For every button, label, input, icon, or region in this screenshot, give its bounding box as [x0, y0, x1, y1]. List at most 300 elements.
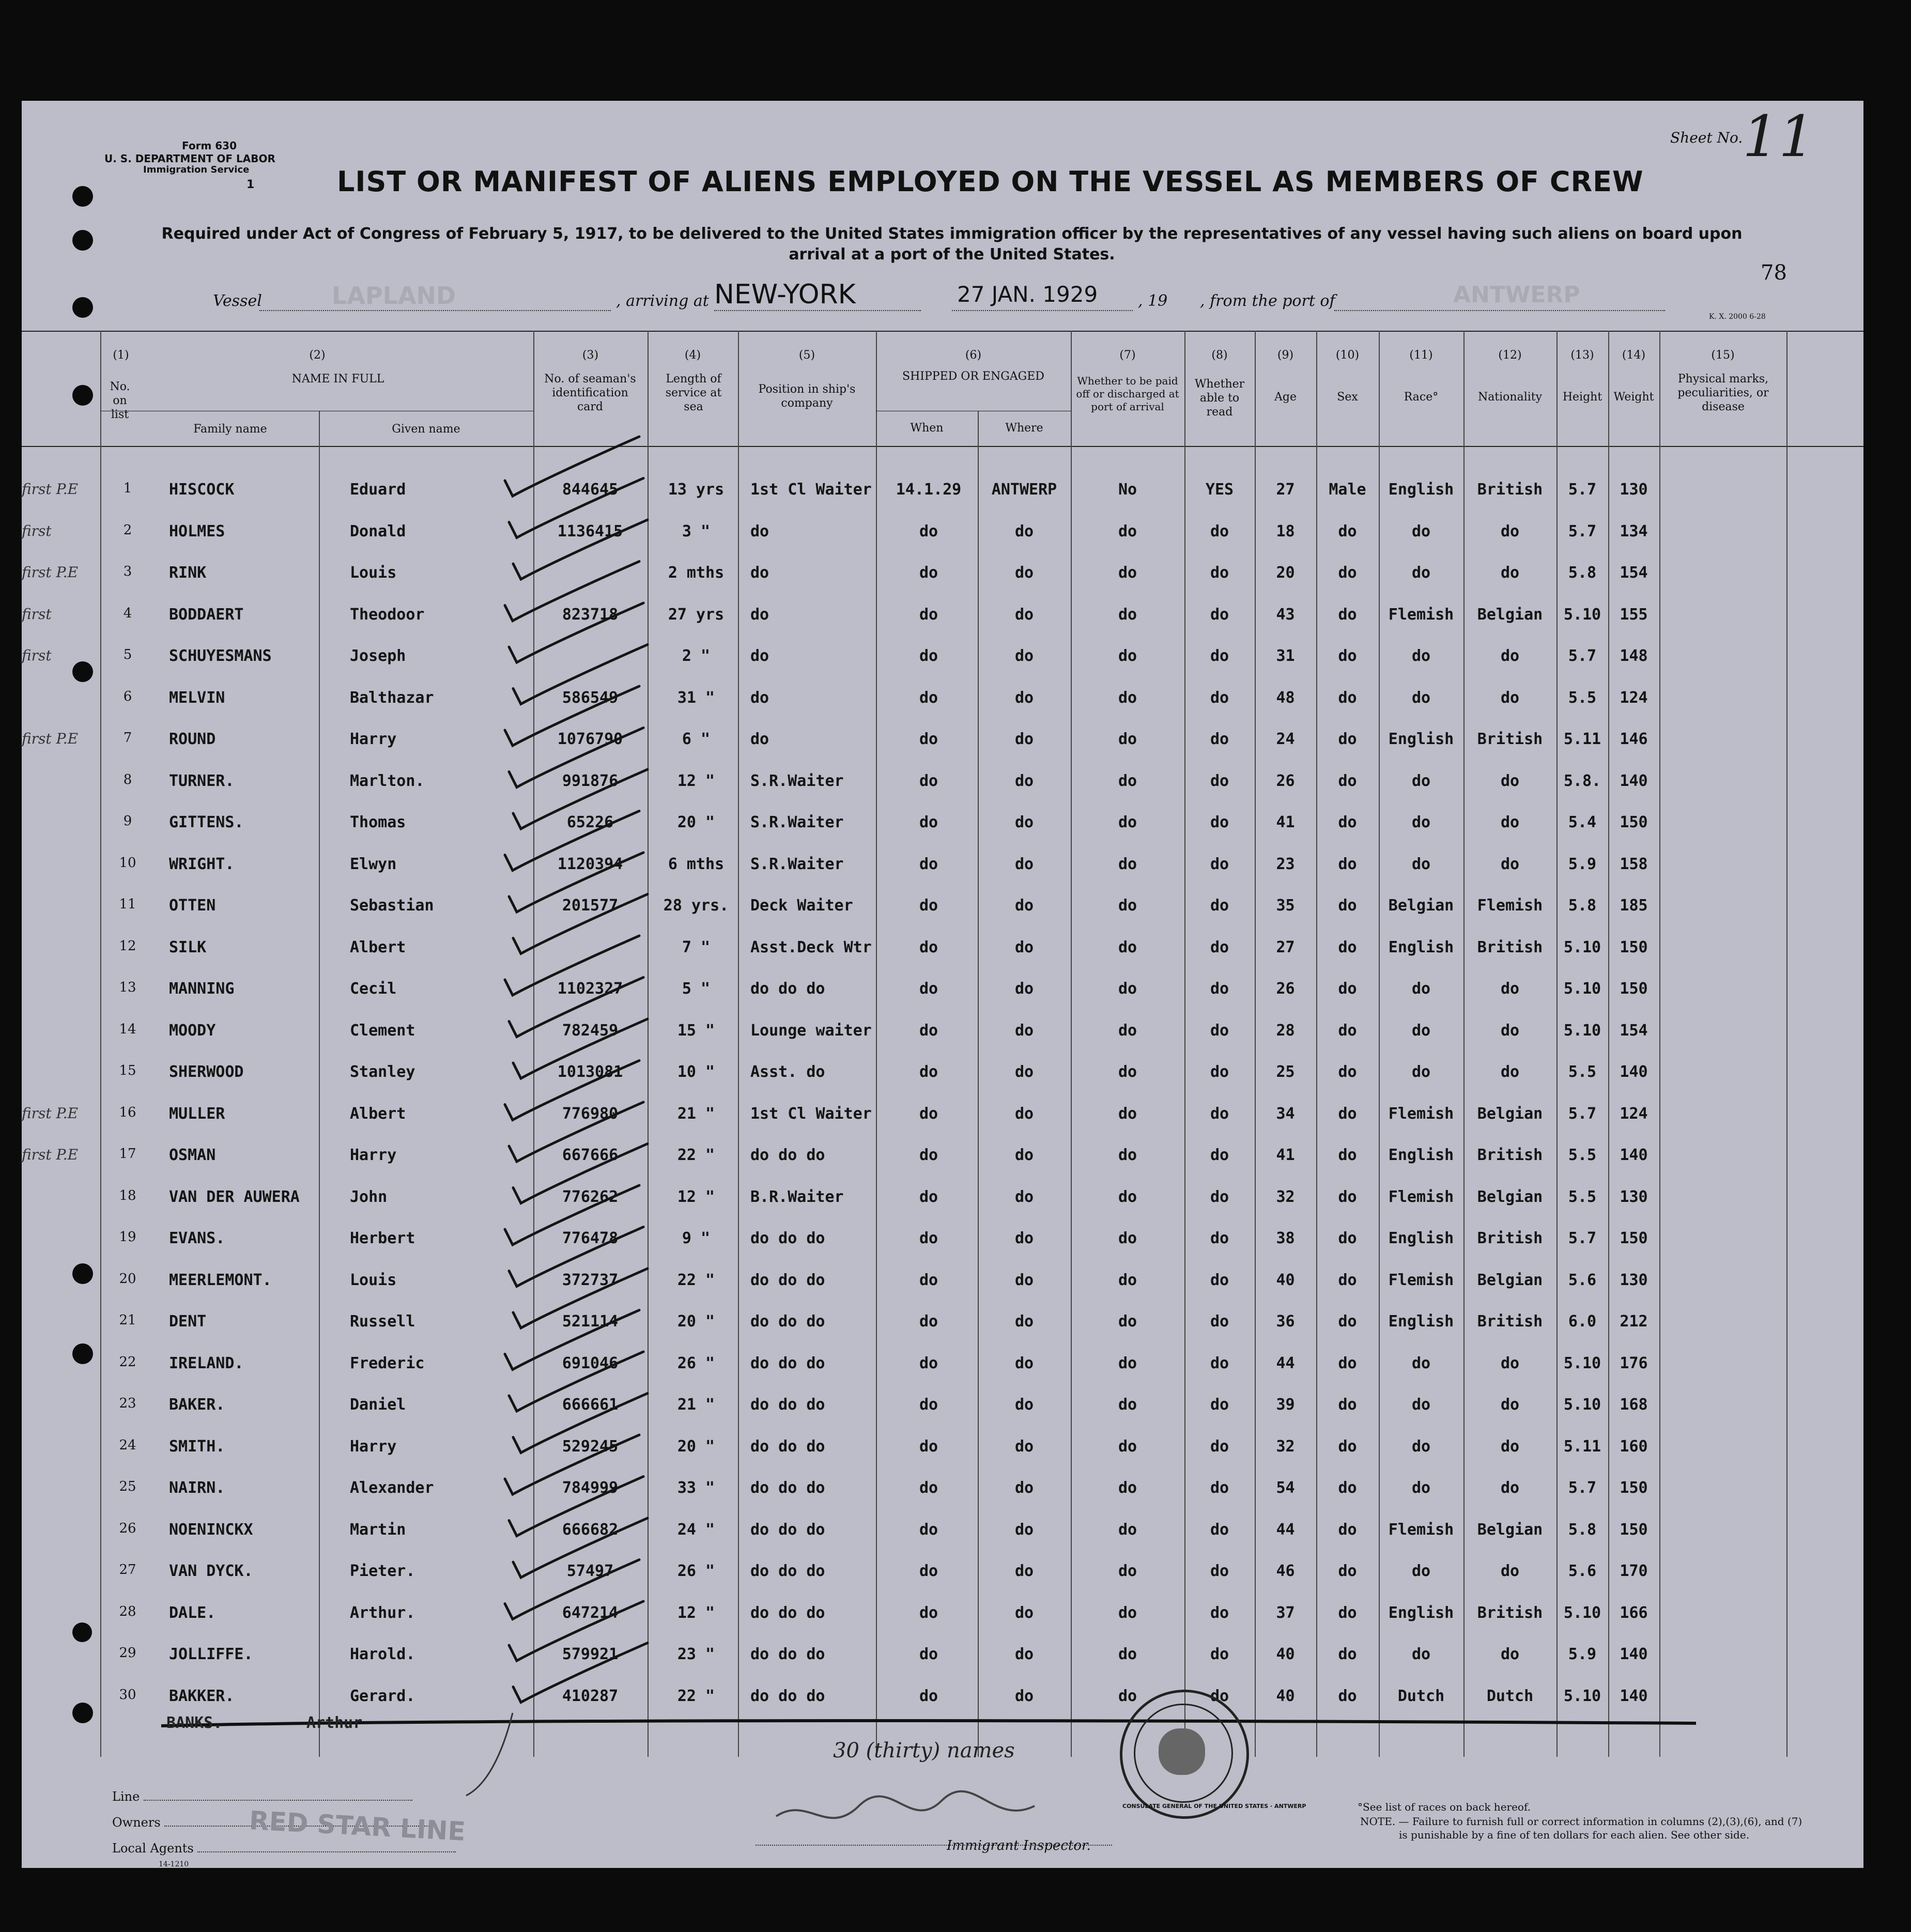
- cell-no: 16: [119, 1104, 136, 1120]
- binder-hole: [72, 297, 93, 318]
- cell-no: 19: [119, 1229, 136, 1245]
- cell-age: 32: [1276, 1437, 1295, 1456]
- cell-sex: do: [1338, 1146, 1357, 1164]
- cell-where: do: [1014, 1603, 1034, 1622]
- cell-length: 28 yrs.: [663, 897, 729, 915]
- cell-weight: 160: [1620, 1437, 1648, 1456]
- cell-nat: Belgian: [1477, 1520, 1543, 1539]
- cell-paid: do: [1118, 647, 1137, 665]
- cell-height: 5.7: [1568, 1229, 1597, 1247]
- cell-sex: do: [1338, 1645, 1357, 1663]
- cell-length: 12 ": [677, 1603, 715, 1622]
- cell-race: English: [1388, 1603, 1454, 1622]
- cell-sex: do: [1338, 1396, 1357, 1414]
- cell-age: 28: [1276, 1021, 1295, 1040]
- cell-weight: 150: [1620, 1229, 1648, 1247]
- cell-position: do do do: [750, 1146, 825, 1164]
- binder-hole: [72, 1622, 92, 1642]
- cell-no: 13: [119, 980, 136, 995]
- cell-read: do: [1210, 730, 1229, 748]
- table-row: [22, 840, 1863, 881]
- table-row: [22, 631, 1863, 673]
- cell-race: Flemish: [1388, 1104, 1454, 1123]
- cell-given: Cecil: [350, 980, 397, 998]
- cell-card: 666661: [562, 1396, 619, 1414]
- cell-height: 5.10: [1563, 1396, 1601, 1414]
- cell-position: do: [750, 688, 769, 707]
- cell-no: 20: [119, 1271, 136, 1287]
- cell-when: do: [919, 564, 938, 582]
- cell-no: 15: [119, 1063, 136, 1078]
- col-marks: Physical marks, peculiarities, or disease: [1677, 373, 1769, 413]
- print-code: K. X. 2000 6-28: [1709, 313, 1766, 321]
- cell-read: do: [1210, 647, 1229, 665]
- cell-height: 5.6: [1568, 1562, 1597, 1580]
- cell-paid: do: [1118, 855, 1137, 873]
- cell-weight: 134: [1620, 522, 1648, 540]
- cell-nat: British: [1477, 1312, 1543, 1331]
- cell-paid: do: [1118, 1437, 1137, 1456]
- cell-weight: 154: [1620, 564, 1648, 582]
- cell-when: do: [919, 1479, 938, 1497]
- cell-height: 5.10: [1563, 1021, 1601, 1040]
- margin-note: first P.E: [22, 564, 79, 581]
- cell-height: 5.11: [1563, 1437, 1601, 1456]
- cell-race: do: [1411, 647, 1431, 665]
- cell-age: 39: [1276, 1396, 1295, 1414]
- department: U. S. DEPARTMENT OF LABOR: [104, 152, 275, 165]
- cell-read: do: [1210, 980, 1229, 998]
- cell-given: Herbert: [350, 1229, 415, 1247]
- departure-port: ANTWERP: [1453, 282, 1580, 308]
- cell-length: 12 ": [677, 771, 715, 790]
- cell-nat: do: [1500, 980, 1520, 998]
- arrival-date: 27 JAN. 1929: [957, 282, 1098, 307]
- table-row: [22, 1380, 1863, 1421]
- cell-given: Daniel: [350, 1396, 406, 1414]
- cell-weight: 150: [1620, 813, 1648, 831]
- cell-where: do: [1014, 1146, 1034, 1164]
- cell-paid: do: [1118, 564, 1137, 582]
- cell-no: 12: [119, 938, 136, 954]
- margin-note: first P.E: [22, 481, 79, 498]
- cell-height: 5.10: [1563, 980, 1601, 998]
- cell-card: 823718: [562, 605, 619, 624]
- cell-family: VAN DER AUWERA: [169, 1187, 300, 1206]
- cell-when: 14.1.29: [896, 481, 962, 499]
- cell-position: do do do: [750, 1271, 825, 1289]
- cell-sex: do: [1338, 730, 1357, 748]
- cell-where: do: [1014, 564, 1034, 582]
- cell-nat: British: [1477, 1603, 1543, 1622]
- cell-nat: do: [1500, 813, 1520, 831]
- cell-age: 48: [1276, 688, 1295, 707]
- cell-sex: do: [1338, 938, 1357, 956]
- cell-card: 529245: [562, 1437, 619, 1456]
- cell-weight: 124: [1620, 1104, 1648, 1123]
- cell-race: do: [1411, 813, 1431, 831]
- cell-nat: do: [1500, 1645, 1520, 1663]
- cell-family: BAKER.: [169, 1396, 225, 1414]
- cell-card: 782459: [562, 1021, 619, 1040]
- cell-where: do: [1014, 1479, 1034, 1497]
- col-position: Position in ship's company: [758, 383, 856, 410]
- page-number-78: 78: [1761, 261, 1787, 285]
- cell-weight: 166: [1620, 1603, 1648, 1622]
- cell-family: MEERLEMONT.: [169, 1271, 272, 1289]
- cell-when: do: [919, 1312, 938, 1331]
- cell-race: do: [1411, 522, 1431, 540]
- page-title: LIST OR MANIFEST OF ALIENS EMPLOYED ON THE VESSEL AS MEMBERS OF CREW: [337, 165, 1644, 198]
- cell-when: do: [919, 522, 938, 540]
- cell-length: 22 ": [677, 1271, 715, 1289]
- cell-weight: 150: [1620, 980, 1648, 998]
- col-read: Whether able to read: [1194, 378, 1245, 419]
- cell-card: 65226: [566, 813, 614, 831]
- vessel-label: Vessel: [213, 292, 262, 310]
- cell-read: YES: [1205, 481, 1234, 499]
- cell-position: do do do: [750, 1312, 825, 1331]
- cell-card: 776478: [562, 1229, 619, 1247]
- subtitle-line-2: arrival at a port of the United States.: [789, 245, 1115, 264]
- table-row: [22, 465, 1863, 506]
- cell-given: Arthur.: [350, 1603, 415, 1622]
- cell-paid: do: [1118, 1479, 1137, 1497]
- col-race: Race°: [1404, 391, 1439, 404]
- cell-given: Donald: [350, 522, 406, 540]
- cell-weight: 158: [1620, 855, 1648, 873]
- cell-nat: Flemish: [1477, 897, 1543, 915]
- cell-length: 22 ": [677, 1687, 715, 1705]
- cell-read: do: [1210, 522, 1229, 540]
- cell-weight: 170: [1620, 1562, 1648, 1580]
- cell-age: 46: [1276, 1562, 1295, 1580]
- cell-card: 57497: [566, 1562, 614, 1580]
- cell-height: 5.10: [1563, 605, 1601, 624]
- cell-family: NOENINCKX: [169, 1520, 253, 1539]
- cell-weight: 150: [1620, 1520, 1648, 1539]
- cell-position: do do do: [750, 1437, 825, 1456]
- cell-family: NAIRN.: [169, 1479, 225, 1497]
- cell-where: do: [1014, 688, 1034, 707]
- cell-read: do: [1210, 1312, 1229, 1331]
- cell-race: English: [1388, 481, 1454, 499]
- col-when: When: [910, 422, 944, 435]
- cell-given: Theodoor: [350, 605, 425, 624]
- vessel-name: LAPLAND: [332, 282, 456, 310]
- cell-read: do: [1210, 771, 1229, 790]
- cell-where: do: [1014, 1687, 1034, 1705]
- cell-sex: Male: [1329, 481, 1366, 499]
- cell-height: 5.8: [1568, 1520, 1597, 1539]
- cell-paid: do: [1118, 1229, 1137, 1247]
- cell-where: do: [1014, 647, 1034, 665]
- table-row: [22, 1422, 1863, 1463]
- cell-height: 5.6: [1568, 1271, 1597, 1289]
- cell-given: Balthazar: [350, 688, 434, 707]
- cell-weight: 140: [1620, 771, 1648, 790]
- cell-height: 5.5: [1568, 1146, 1597, 1164]
- cell-no: 11: [119, 897, 136, 912]
- cell-race: Flemish: [1388, 1187, 1454, 1206]
- col-age: Age: [1274, 391, 1297, 404]
- cell-read: do: [1210, 564, 1229, 582]
- cell-length: 7 ": [682, 938, 711, 956]
- table-row: [22, 1256, 1863, 1297]
- cell-read: do: [1210, 1104, 1229, 1123]
- cell-no: 25: [119, 1479, 136, 1494]
- table-row: [22, 798, 1863, 839]
- cell-paid: do: [1118, 897, 1137, 915]
- cell-height: 5.5: [1568, 688, 1597, 707]
- cell-paid: do: [1118, 688, 1137, 707]
- cell-nat: Belgian: [1477, 605, 1543, 624]
- binder-hole: [72, 1343, 93, 1364]
- col-nationality: Nationality: [1477, 391, 1543, 404]
- cell-family: MANNING: [169, 980, 235, 998]
- cell-family: SMITH.: [169, 1437, 225, 1456]
- note-races: °See list of races on back hereof.: [1358, 1801, 1531, 1813]
- cell-card: 691046: [562, 1354, 619, 1372]
- cell-position: do do do: [750, 1354, 825, 1372]
- cell-age: 40: [1276, 1271, 1295, 1289]
- cell-when: do: [919, 1354, 938, 1372]
- cell-length: 23 ": [677, 1645, 715, 1663]
- table-row: [22, 1006, 1863, 1047]
- cell-family: JOLLIFFE.: [169, 1645, 253, 1663]
- cell-paid: do: [1118, 1312, 1137, 1331]
- cell-where: do: [1014, 1437, 1034, 1456]
- cell-race: Dutch: [1397, 1687, 1445, 1705]
- cell-nat: Belgian: [1477, 1271, 1543, 1289]
- cell-race: do: [1411, 1396, 1431, 1414]
- cell-length: 15 ": [677, 1021, 715, 1040]
- cell-length: 6 ": [682, 730, 711, 748]
- cell-where: do: [1014, 1562, 1034, 1580]
- cell-when: do: [919, 1645, 938, 1663]
- cell-age: 41: [1276, 1146, 1295, 1164]
- cell-position: do do do: [750, 1562, 825, 1580]
- cell-where: do: [1014, 1396, 1034, 1414]
- cell-paid: do: [1118, 1146, 1137, 1164]
- cell-position: do do do: [750, 1396, 825, 1414]
- cell-length: 26 ": [677, 1562, 715, 1580]
- cell-sex: do: [1338, 564, 1357, 582]
- cell-length: 3 ": [682, 522, 711, 540]
- col-no: No. on list: [110, 380, 130, 421]
- cell-race: English: [1388, 1312, 1454, 1331]
- cell-paid: do: [1118, 1104, 1137, 1123]
- cell-weight: 176: [1620, 1354, 1648, 1372]
- margin-note: first P.E: [22, 1104, 79, 1122]
- cell-when: do: [919, 1396, 938, 1414]
- cell-length: 20 ": [677, 1437, 715, 1456]
- binder-hole: [72, 1263, 93, 1284]
- cell-race: Flemish: [1388, 605, 1454, 624]
- cell-no: 3: [123, 564, 132, 579]
- cell-paid: do: [1118, 1021, 1137, 1040]
- table-row: [22, 964, 1863, 1006]
- cell-when: do: [919, 1104, 938, 1123]
- cell-paid: No: [1118, 481, 1137, 499]
- col-family: Family name: [193, 423, 267, 436]
- table-row: [22, 715, 1863, 756]
- cell-where: do: [1014, 1021, 1034, 1040]
- cell-race: do: [1411, 688, 1431, 707]
- col-height: Height: [1562, 391, 1602, 404]
- cell-read: do: [1210, 1437, 1229, 1456]
- cell-weight: 140: [1620, 1063, 1648, 1081]
- cell-sex: do: [1338, 522, 1357, 540]
- cell-when: do: [919, 1146, 938, 1164]
- cell-when: do: [919, 1063, 938, 1081]
- cell-nat: Belgian: [1477, 1187, 1543, 1206]
- cell-age: 27: [1276, 938, 1295, 956]
- cell-no: 26: [119, 1520, 136, 1536]
- cell-age: 26: [1276, 980, 1295, 998]
- cell-position: do do do: [750, 1520, 825, 1539]
- cell-given: Clement: [350, 1021, 415, 1040]
- cell-when: do: [919, 605, 938, 624]
- table-row: [22, 548, 1863, 590]
- cell-card: 776262: [562, 1187, 619, 1206]
- cell-no: 28: [119, 1603, 136, 1619]
- cell-no: 21: [119, 1312, 136, 1328]
- cell-age: 31: [1276, 647, 1295, 665]
- cell-length: 20 ": [677, 813, 715, 831]
- cell-length: 2 mths: [668, 564, 725, 582]
- col-given: Given name: [392, 423, 460, 436]
- cell-age: 44: [1276, 1354, 1295, 1372]
- cell-race: do: [1411, 855, 1431, 873]
- cell-sex: do: [1338, 1437, 1357, 1456]
- cell-paid: do: [1118, 1187, 1137, 1206]
- cell-paid: do: [1118, 1396, 1137, 1414]
- cell-nat: do: [1500, 1437, 1520, 1456]
- cell-when: do: [919, 813, 938, 831]
- margin-note: first: [22, 647, 52, 664]
- binder-hole: [72, 385, 93, 406]
- cell-age: 44: [1276, 1520, 1295, 1539]
- cell-card: 1076790: [557, 730, 623, 748]
- cell-position: S.R.Waiter: [750, 813, 844, 831]
- cell-position: S.R.Waiter: [750, 771, 844, 790]
- cell-sex: do: [1338, 688, 1357, 707]
- cell-weight: 140: [1620, 1687, 1648, 1705]
- cell-where: ANTWERP: [991, 481, 1057, 499]
- cell-when: do: [919, 1520, 938, 1539]
- col-card: No. of seaman's identification card: [544, 373, 636, 413]
- cell-paid: do: [1118, 1562, 1137, 1580]
- cell-age: 24: [1276, 730, 1295, 748]
- cell-height: 5.10: [1563, 1354, 1601, 1372]
- cell-family: OSMAN: [169, 1146, 216, 1164]
- cell-where: do: [1014, 1520, 1034, 1539]
- cell-position: do do do: [750, 1645, 825, 1663]
- cell-length: 20 ": [677, 1312, 715, 1331]
- margin-note: first: [22, 605, 52, 623]
- cell-read: do: [1210, 1603, 1229, 1622]
- cell-length: 22 ": [677, 1146, 715, 1164]
- cell-read: do: [1210, 1187, 1229, 1206]
- cell-family: SHERWOOD: [169, 1063, 244, 1081]
- cell-weight: 130: [1620, 1271, 1648, 1289]
- cell-race: Flemish: [1388, 1271, 1454, 1289]
- cell-length: 24 ": [677, 1520, 715, 1539]
- cell-race: do: [1411, 1063, 1431, 1081]
- table-row: [22, 1297, 1863, 1338]
- cell-when: do: [919, 1187, 938, 1206]
- table-row: [22, 756, 1863, 798]
- cell-no: 1: [123, 481, 132, 496]
- cell-where: do: [1014, 1271, 1034, 1289]
- cell-age: 34: [1276, 1104, 1295, 1123]
- cell-race: do: [1411, 771, 1431, 790]
- cell-no: 8: [123, 771, 132, 787]
- arriving-line: [714, 310, 921, 311]
- table-row: [22, 507, 1863, 548]
- manifest-sheet: Form 630 U. S. DEPARTMENT OF LABOR Immigration Service 1 Sheet No. 11 LIST OR MANIFEST OF ALIENS EMPLOYED ON THE VESSEL AS MEMBERS OF CREW Required under Act of Congress of February 5, 1917, to be delivered to the United States immigration officer by the representatives of any vessel having such aliens on board upon arrival at a port of the United States. 78 Vessel LAPLAND , arriving at NEW-YORK 27 JAN. 1929 , 19 , from the port of ANTWERP K. X. 2000 6-28 (1) (2) (3) (4) (5) (6) (7) (8) (9) (10) (11) (12) (13) (14) (15) No. on list NAME IN FULL Family name Given name No. of seaman's identification card Length of service at sea Position in ship's company SHIPPED OR ENGAGED When Where Whether to be paid off or discharged at port of arrival Whether able to read Age Sex Race° Nationality Height Weight Physical marks, peculiarities, or disease first P.E 1 HISCOCK Eduard 844645 13 yrs 1st Cl Waiter 14.1.29 ANTWERP No YES 27 Male English British 5.7 130 first 2 HOLMES Donald 1136415 3 " do do do do do 18 do do do 5.7 134 first P.E 3 RINK Louis 2 mths do do do do do 20 do do do 5.8 154 first 4 BODDAERT Theodoor 823718 27 yrs do do do do do 43 do Flemish Belgian 5.10 155 first 5 SCHUYESMANS Joseph 2 " do do do do do 31 do do do 5.7 148 6 MELVIN Balthazar 586549 31 " do do do do do 48 do do do 5.5 124 first P.E 7 ROUND Harry 1076790 6 " do do do do do 24 do English British 5.11 146 8 TURNER. Marlton. 991876 12 " S.R.Waiter do do do do 26 do do do 5.8. 140 9 GITTENS. Thomas 65226 20 " S.R.Waiter do do do do 41 do do do 5.4 150 10 WRIGHT. Elwyn 1120394 6 mths S.R.Waiter do do do do 23 do do do 5.9 158 11 OTTEN Sebastian 201577 28 yrs. Deck Waiter do do do do 35 do Belgian Flemish 5.8 185 12 SILK Albert 7 " Asst.Deck Wtr do do do do 27 do English British 5.10 150 13 MANNING Cecil 1102327 5 " do do do do do do do 26 do do do 5.10 150 14 MOODY Clement 782459 15 " Lounge waiter do do do do 28 do do do 5.10 154 15 SHERWOOD Stanley 1013081 10 " Asst. do do do do do 25 do do do 5.5 140 first P.E 16 MULLER Albert 776980 21 " 1st Cl Waiter do do do do 34 do Flemish Belgian 5.7 124 first P.E 17 OSMAN Harry 667666 22 " do do do do do do do 41 do English British 5.5 140 18 VAN DER AUWERA John 776262 12 " B.R.Waiter do do do do 32 do Flemish Belgian 5.5 130 19 EVANS. Herbert 776478 9 " do do do do do do do 38 do English British 5.7 150 20 MEERLEMONT. Louis 372737 22 " do do do do do do do 40 do Flemish Belgian 5.6 130 21 DENT Russell 521114 20 " do do do do do do do 36 do English British 6.0 212 22 IRELAND. Frederic 691046 26 " do do do do do do do 44 do do do 5.10 176 23 BAKER. Daniel 666661 21 " do do do do do do do 39 do do do 5.10 168 24 SMITH. Harry 529245 20 " do do do do do do do 32 do do do 5.11 160 25 NAIRN. Alexander 784999 33 " do do do do do do do 54 do do do 5.7 150 26 NOENINCKX Martin 666682 24 " do do do do do do do 44 do Flemish Belgian 5.8 150 27 VAN DYCK. Pieter. 57497 26 " do do do do do do do 46 do do do 5.6 170 28 DALE. Arthur. 647214 12 " do do do do do do do 37 do English British 5.10 166 29 JOLLIFFE. Harold. 579921 23 " do do do do do do do 40 do do do 5.9 140 30 BAKKER. Gerard. 410287 22 " do do do do do do do 40 do Dutch Dutch 5.10 140 BANKS. Arthur 30 (thirty) names Line Owners Local Agents RED STAR LINE 14-1210 Immigrant Inspector. CONSULATE GENERAL OF THE UNITED STATES · ANTWERP °See list of races on back hereof. NOTE. — Failure to furnish full or correct information in columns (2),(3),(6), and (7) is punishable by a fine of ten dollars for each alien. See other side.: [22, 101, 1863, 1868]
- cell-family: GITTENS.: [169, 813, 244, 831]
- cell-length: 31 ": [677, 688, 715, 707]
- cell-age: 32: [1276, 1187, 1295, 1206]
- cell-nat: British: [1477, 1229, 1543, 1247]
- cell-given: Louis: [350, 564, 397, 582]
- cell-weight: 130: [1620, 1187, 1648, 1206]
- cell-race: do: [1411, 1645, 1431, 1663]
- table-row: [22, 1672, 1863, 1713]
- cell-no: 29: [119, 1645, 136, 1661]
- cell-weight: 168: [1620, 1396, 1648, 1414]
- cell-race: do: [1411, 1479, 1431, 1497]
- cell-height: 5.5: [1568, 1187, 1597, 1206]
- cell-length: 5 ": [682, 980, 711, 998]
- cell-sex: do: [1338, 1562, 1357, 1580]
- agents-label: Local Agents: [112, 1841, 456, 1856]
- cell-weight: 130: [1620, 481, 1648, 499]
- cell-sex: do: [1338, 1354, 1357, 1372]
- table-row: [22, 673, 1863, 715]
- cell-when: do: [919, 1229, 938, 1247]
- cell-sex: do: [1338, 1603, 1357, 1622]
- cell-age: 40: [1276, 1645, 1295, 1663]
- cell-when: do: [919, 1271, 938, 1289]
- cell-sex: do: [1338, 1312, 1357, 1331]
- cell-age: 27: [1276, 481, 1295, 499]
- cell-when: do: [919, 1437, 938, 1456]
- cell-height: 5.10: [1563, 1687, 1601, 1705]
- cell-no: 2: [123, 522, 132, 538]
- strike-line: [161, 1721, 1696, 1726]
- cell-paid: do: [1118, 1603, 1137, 1622]
- cell-nat: do: [1500, 1354, 1520, 1372]
- cell-given: Stanley: [350, 1063, 415, 1081]
- table-row: [22, 1047, 1863, 1089]
- cell-paid: do: [1118, 730, 1137, 748]
- cell-sex: do: [1338, 1229, 1357, 1247]
- cell-nat: do: [1500, 771, 1520, 790]
- cell-weight: 185: [1620, 897, 1648, 915]
- cell-age: 37: [1276, 1603, 1295, 1622]
- cell-given: Frederic: [350, 1354, 425, 1372]
- cell-where: do: [1014, 522, 1034, 540]
- cell-when: do: [919, 897, 938, 915]
- cell-paid: do: [1118, 1520, 1137, 1539]
- cell-where: do: [1014, 1645, 1034, 1663]
- cell-height: 5.10: [1563, 1603, 1601, 1622]
- cell-family: ROUND: [169, 730, 216, 748]
- cell-age: 40: [1276, 1687, 1295, 1705]
